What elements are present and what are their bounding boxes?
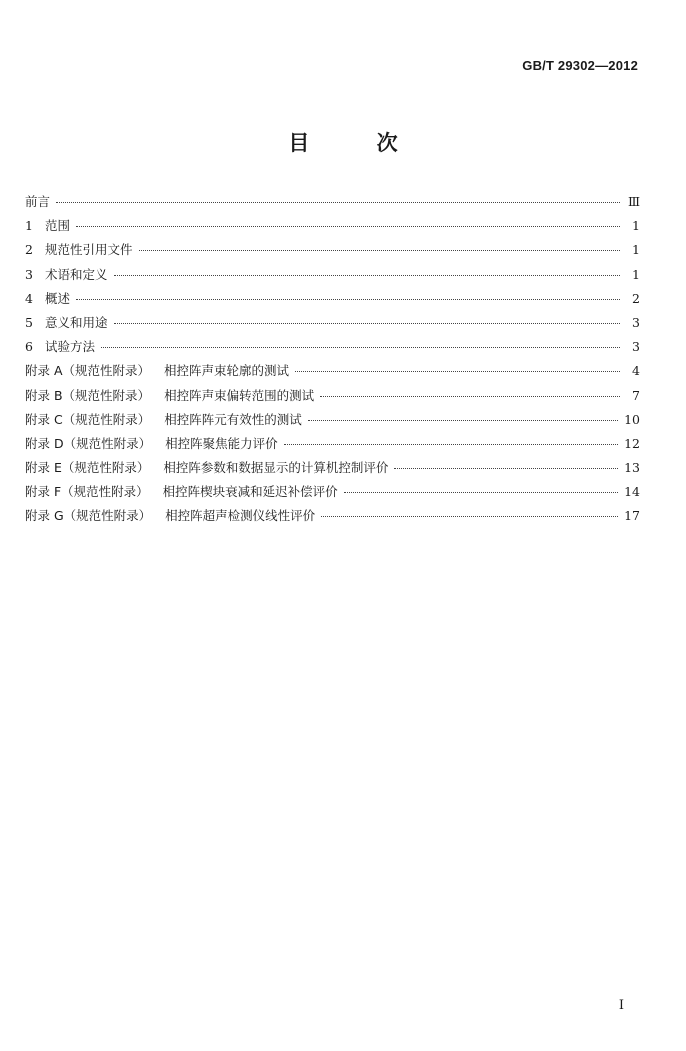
toc-annex-prefix: 附录 A（规范性附录）: [25, 363, 151, 379]
toc-entry-title: 相控阵聚焦能力评价: [165, 435, 278, 451]
toc-entry[interactable]: [25, 359, 640, 383]
toc-entry-label: [25, 384, 314, 408]
toc-entry-title: 概述: [45, 290, 71, 306]
dot-leader: [139, 249, 620, 251]
toc-entry-label: [25, 287, 70, 311]
toc-entry-title: 试验方法: [45, 339, 96, 355]
dot-leader: [114, 322, 620, 324]
toc-entry-label: [25, 480, 338, 504]
toc-entry-label: [25, 408, 302, 432]
toc-entry-number: 2: [25, 242, 33, 258]
dot-leader: [76, 298, 620, 300]
toc-entry-label: [25, 263, 108, 287]
toc-entry-label: [25, 504, 315, 528]
toc-entry-page: 10: [624, 411, 640, 427]
toc-entry-title: 相控阵声束轮廓的测试: [164, 363, 290, 379]
toc-entry[interactable]: [25, 263, 640, 287]
toc-entry[interactable]: [25, 456, 640, 480]
toc-entry[interactable]: [25, 311, 640, 335]
toc-entry[interactable]: [25, 432, 640, 456]
toc-entry-page: 3: [632, 339, 640, 355]
dot-leader: [320, 395, 620, 397]
toc-entry-page: 13: [624, 460, 640, 476]
dot-leader: [295, 370, 620, 372]
toc-entry-title: 范围: [45, 218, 71, 234]
toc-entry[interactable]: [25, 287, 640, 311]
toc-entry-page: 4: [632, 363, 640, 379]
toc-entry-number: 3: [25, 266, 33, 282]
toc-entry-page: 1: [632, 242, 640, 258]
toc-entry-title: 相控阵超声检测仪线性评价: [165, 508, 316, 524]
toc-entry-page: 1: [632, 266, 640, 282]
toc-annex-prefix: 附录 E（规范性附录）: [25, 460, 150, 476]
toc-entry-page: 1: [632, 218, 640, 234]
dot-leader: [284, 443, 618, 445]
page-title: 目 次: [288, 131, 428, 155]
toc-entry-label: [25, 432, 278, 456]
toc-entry-title: 规范性引用文件: [45, 242, 133, 258]
dot-leader: [76, 225, 620, 227]
toc-entry-title: 前言: [25, 194, 51, 209]
toc-entry-title: 相控阵阵元有效性的测试: [164, 411, 302, 427]
toc-annex-prefix: 附录 G（规范性附录）: [25, 508, 152, 524]
dot-leader: [344, 491, 618, 493]
toc-annex-prefix: 附录 D（规范性附录）: [25, 435, 152, 451]
toc-entry-label: [25, 238, 133, 262]
toc-entry-label: [25, 190, 50, 214]
toc-entry-page: 17: [624, 508, 640, 524]
toc-entry[interactable]: [25, 480, 640, 504]
toc-entry[interactable]: [25, 238, 640, 262]
table-of-contents: [25, 190, 640, 529]
dot-leader: [114, 274, 620, 276]
toc-entry[interactable]: [25, 335, 640, 359]
toc-entry-number: 1: [25, 218, 33, 234]
toc-entry[interactable]: [25, 384, 640, 408]
toc-entry-label: [25, 311, 108, 335]
page-number: I: [618, 998, 624, 1013]
toc-entry-page: 2: [632, 290, 640, 306]
dot-leader: [101, 346, 620, 348]
toc-annex-prefix: 附录 F（规范性附录）: [25, 484, 149, 500]
toc-entry[interactable]: [25, 504, 640, 528]
toc-entry-number: 4: [25, 290, 33, 306]
toc-entry-title: 相控阵声束偏转范围的测试: [164, 387, 315, 403]
standard-number: GB/T 29302—2012: [522, 58, 638, 73]
dot-leader: [56, 201, 620, 203]
toc-annex-prefix: 附录 B（规范性附录）: [25, 387, 151, 403]
toc-entry-title: 意义和用途: [45, 314, 108, 330]
toc-entry-page: Ⅲ: [627, 194, 640, 209]
dot-leader: [308, 419, 618, 421]
toc-entry-label: [25, 359, 289, 383]
toc-annex-prefix: 附录 C（规范性附录）: [25, 411, 151, 427]
dot-leader: [394, 467, 618, 469]
toc-entry[interactable]: [25, 408, 640, 432]
toc-entry-page: 7: [632, 387, 640, 403]
toc-entry-label: [25, 214, 70, 238]
toc-entry-title: 术语和定义: [45, 266, 108, 282]
toc-entry-number: 5: [25, 314, 33, 330]
toc-entry-title: 相控阵楔块衰减和延迟补偿评价: [162, 484, 338, 500]
toc-entry-label: [25, 456, 388, 480]
toc-entry-label: [25, 335, 95, 359]
toc-entry-title: 相控阵参数和数据显示的计算机控制评价: [163, 460, 389, 476]
toc-entry-number: 6: [25, 339, 33, 355]
toc-entry-page: 14: [624, 484, 640, 500]
toc-entry[interactable]: [25, 190, 640, 214]
dot-leader: [321, 515, 618, 517]
toc-entry-page: 3: [632, 314, 640, 330]
toc-entry-page: 12: [624, 435, 640, 451]
toc-entry[interactable]: [25, 214, 640, 238]
